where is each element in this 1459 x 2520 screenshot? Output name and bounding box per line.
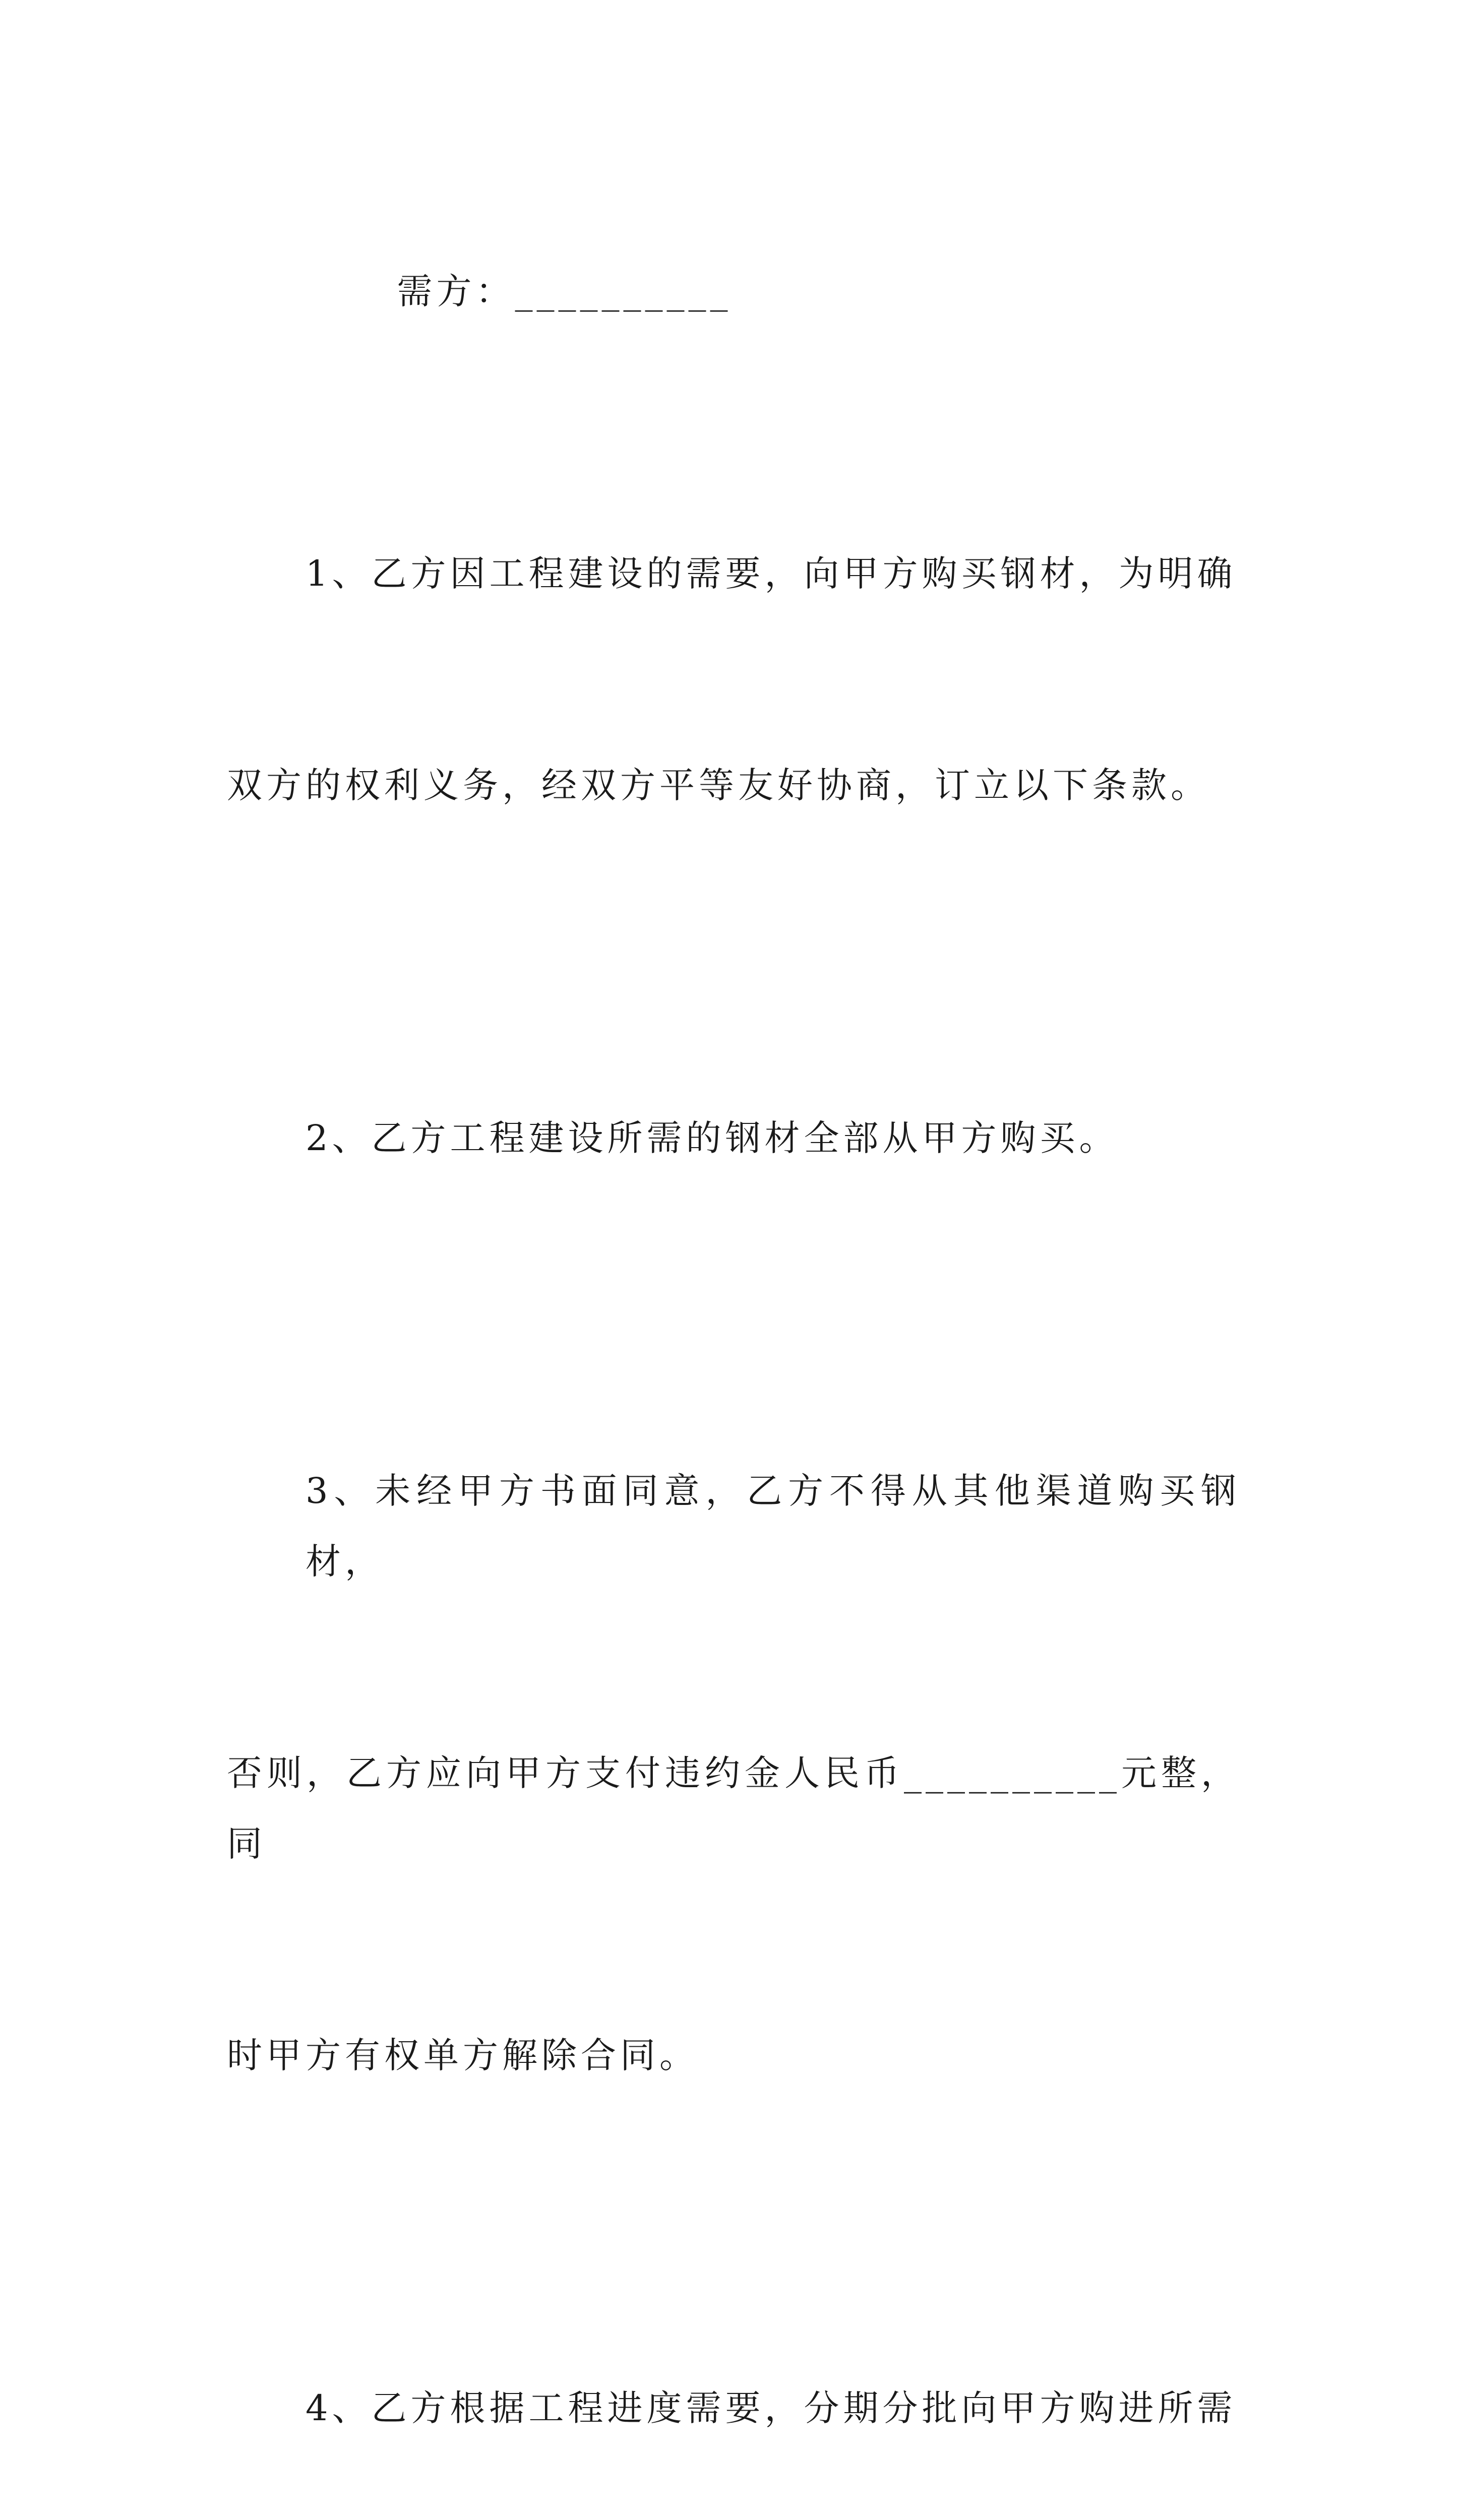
clause-1 <box>227 397 1240 962</box>
clause-1-line-2: 双方的权利义务，经双方平等友好协商，订立以下条款。 <box>227 765 1210 806</box>
clause-2 <box>227 962 1240 1314</box>
clause-3-line-3: 时甲方有权单方解除合同。 <box>227 2035 699 2076</box>
clause-3 <box>227 1314 1240 2232</box>
clause-3-line-1: 3、未经甲方书面同意，乙方不得从其他渠道购买钢材， <box>306 1470 1240 1582</box>
clause-2-line-1: 2、乙方工程建设所需的钢材全部从甲方购买。 <box>306 1117 1119 1159</box>
header-line <box>227 185 1240 397</box>
header-line-text: 需方：__________ <box>397 271 732 312</box>
clause-4-line-1: 4、乙方根据工程进度需要，分期分批向甲方购进所需 <box>306 2387 1237 2429</box>
clause-4 <box>227 2232 1240 2520</box>
document-body <box>227 185 1240 2520</box>
clause-3-line-2: 否则，乙方应向甲方支付违约金人民币__________元整，同 <box>227 1752 1240 1864</box>
clause-1-line-1: 1、乙方因工程建设的需要，向甲方购买钢材，为明确 <box>306 553 1237 594</box>
